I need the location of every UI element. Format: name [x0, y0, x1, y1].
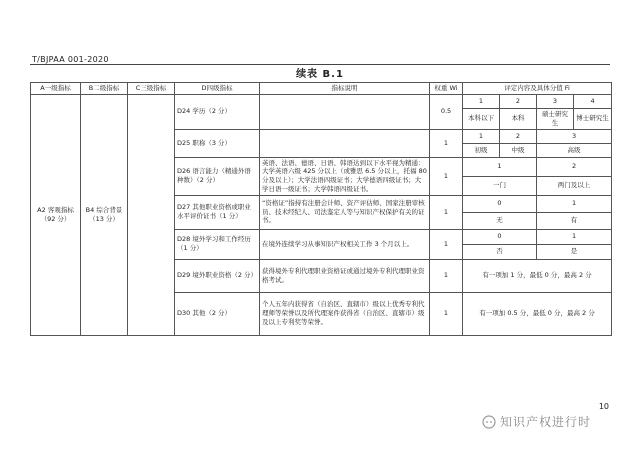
col-level2: B二级指标	[81, 83, 128, 95]
d24-name: D24 学历（2 分）	[175, 95, 260, 130]
d24-label: 本科以下	[463, 109, 500, 130]
d24-desc	[260, 95, 430, 130]
d28-value: 0	[463, 229, 537, 244]
table-row	[31, 95, 612, 109]
d24-value: 4	[574, 95, 612, 109]
d29-name: D29 境外职业资格（2 分）	[175, 259, 260, 292]
col-desc: 指标说明	[260, 83, 430, 95]
page-number: 10	[598, 402, 609, 411]
d27-weight: 1	[430, 195, 463, 229]
header-row	[31, 83, 612, 95]
d30-weight: 1	[430, 292, 463, 335]
d25-label: 高级	[537, 143, 612, 157]
indicator-table	[30, 82, 612, 336]
d25-weight: 1	[430, 129, 463, 157]
col-scoring: 评定内容及具体分值 Fi	[463, 83, 612, 95]
d27-desc: “资格证”指持有注册会计师、资产评估师、国家注册审核员、技术经纪人、司法鉴定人等与知识产权保护有关的证书。	[260, 195, 430, 229]
d26-name: D26 语言能力（精通外语种数）（2 分）	[175, 157, 260, 195]
d25-value: 1	[463, 129, 500, 143]
d24-value: 2	[500, 95, 537, 109]
d30-desc: 个人五年内获得省（自治区、直辖市）级以上优秀专利代理师等荣誉以及所代理案件获得省（自治区、直辖市）级及以上专利奖等荣誉。	[260, 292, 430, 335]
watermark-text: 知识产权进行时	[500, 415, 592, 429]
d24-value: 3	[537, 95, 574, 109]
d26-desc: 英语、法语、德语、日语、韩语达到以下水平视为精通：大学英语六级 425 分以上（或雅思 6.5 分以上，托福 80 分及以上）；大学法语四级证书；大学德语四级证书；大学日语一级证书；大学韩语四级证书。	[260, 157, 430, 195]
d28-name: D28 境外学习和工作经历（1 分）	[175, 229, 260, 259]
level1-cell: A2 客观指标 （92 分）	[31, 95, 81, 336]
col-level4: D四级指标	[175, 83, 260, 95]
d24-weight: 0.5	[430, 95, 463, 130]
watermark	[482, 413, 591, 430]
d28-label: 否	[463, 244, 537, 259]
d29-scoring: 有一项加 1 分，最低 0 分，最高 2 分	[463, 259, 612, 292]
d28-value: 1	[537, 229, 612, 244]
d26-label: 一门	[463, 176, 537, 195]
d26-value: 2	[537, 157, 612, 176]
level3-cell	[128, 95, 175, 336]
chat-bubble-icon	[482, 415, 496, 429]
d26-value: 1	[463, 157, 537, 176]
d26-weight: 1	[430, 157, 463, 195]
d25-label: 中级	[500, 143, 537, 157]
d28-label: 是	[537, 244, 612, 259]
d28-weight: 1	[430, 229, 463, 259]
col-level3: C三级指标	[128, 83, 175, 95]
d27-name: D27 其他职业资格或职业水平评价证书（1 分）	[175, 195, 260, 229]
d26-label: 两门及以上	[537, 176, 612, 195]
d25-name: D25 职称（3 分）	[175, 129, 260, 157]
d30-scoring: 有一项加 0.5 分，最低 0 分，最高 2 分	[463, 292, 612, 335]
d24-value: 1	[463, 95, 500, 109]
d27-value: 1	[537, 195, 612, 212]
table-title: 续表 B.1	[296, 69, 344, 80]
d27-label: 有	[537, 212, 612, 229]
d25-value: 2	[500, 129, 537, 143]
standard-code: T/BJPAA 001-2020	[32, 55, 109, 64]
d27-value: 0	[463, 195, 537, 212]
d24-label: 博士研究生	[574, 109, 612, 130]
col-weight: 权重 Wi	[430, 83, 463, 95]
d29-desc: 获得境外专利代理职业资格证或通过境外专利代理职业资格考试。	[260, 259, 430, 292]
d25-desc	[260, 129, 430, 157]
d28-desc: 在境外连续学习从事知识产权相关工作 3 个月以上。	[260, 229, 430, 259]
level2-cell: B4 综合背景 （13 分）	[81, 95, 128, 336]
d30-name: D30 其他（2 分）	[175, 292, 260, 335]
d25-value: 3	[537, 129, 612, 143]
d24-label: 本科	[500, 109, 537, 130]
d27-label: 无	[463, 212, 537, 229]
d24-label: 硕士研究生	[537, 109, 574, 130]
d25-label: 初级	[463, 143, 500, 157]
d29-weight: 1	[430, 259, 463, 292]
col-level1: A一级指标	[31, 83, 81, 95]
